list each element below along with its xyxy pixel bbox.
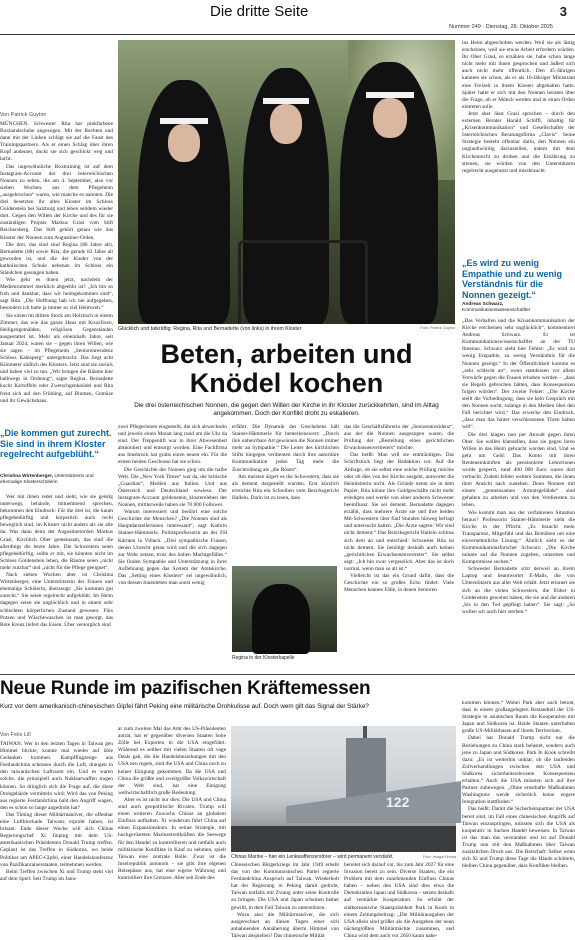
paragraph: „Das Verhalten und die Krisenkommunikation der Kirche erscheinen sehr unglücklich“, kommentiert Andreas Schwarz. Er ist Kommunikationswissenschaftler an der TU Ilmenau. Schwarz sieht hier Fehler: „Es wird zu wenig Empathie, zu wenig Verständnis für die Nonnen gezeigt.“ In der Öffentlichkeit komme es „sehr schlecht an“, wenn stattdessen vor allem Vorwürfe gegen die Frauen erhoben werden – „dass sie Regeln gebrochen hätten, dass Konsequenzen folgen würden“. Der zweite Fehler: „Die Kirche stellt die Vorbedingung, dass sie kein Gespräch mit den Nonnen sucht, solange in den Medien über den Fall berichtet wird.“ Das erwecke den Eindruck, „dass man das hinter verschlossenen Türen halten will“. bbox=[462, 318, 575, 431]
hull-number: 122 bbox=[386, 794, 410, 810]
paragraph: MÜNCHEN. Schwester Rita hat pinkfarbene Boxhandschuhe angezogen. Mit der Rechten und dann mit der Linken schlägt sie auf die Faust des Trainingspartners. Als er einen Schlag über ihren Kopf andeutet, duckt sie sich geschickt weg und lacht. bbox=[0, 121, 113, 163]
page-number: 3 bbox=[559, 4, 567, 19]
paragraph: Dabei hat Donald Trump nicht nur die Beziehungen zu China stark belastet, sondern auch jene zu Japan und Südkorea. Park In Kook schreibt dazu: „Es ist weiterhin unklar, ob die laufenden Zollverhandlungen zwischen den USA und Südkorea sicherheitsrelevante Konsequenzen erhalten.“ Auch die USA müssten sich auf ihre Partner zubewegen. „Ohne ernsthafte Maßnahmen Washingtons werde sicherlich keine engere Integration stattfinden.“ bbox=[462, 735, 575, 806]
attribution-name: Andreas Schwarz, bbox=[462, 302, 504, 307]
story1-column-1-top bbox=[0, 121, 113, 416]
paragraph: erfährt. Die Dynamik des Geschehens hält Stainer-Hämmerle für bemerkenswert: „Durch ihre unbeirrbare Art gewinnen die Nonnen immer mehr an Sympathie.“ Die Leiter des kirchlichen Stifts hingegen verdienten durch ihre autoritäre Kommunikation jeden Tag mehr die Zuschreibung als „die Bösen“. bbox=[232, 424, 339, 473]
section-divider bbox=[0, 674, 575, 675]
paragraph: bereitet sich darauf vor, bis zum Jahr 2027 für eine Invasion bereit zu sein. Diverse Staaten, die ein Problem mit dem zunehmenden Einfluss Chinas haben – neben den USA sind dies etwa die Demokratien Japan und Südkorea – setzen deshalb auf verstärkte Kooperation. So erhöht der südkoreanische Staatspräsident Park in Kooh in einem Zeitungsbeitrag: „Die Militärausgaben der USA allein sind größer als die Ausgaben der neun nächstgrößten Militärmächte zusammen, und China wird dem auch vor 2050 kaum nahe- bbox=[344, 862, 454, 939]
attribution-name: Christina Wirtenberger, bbox=[0, 474, 53, 479]
chapel-photo-caption: Regina in der Klosterkapelle bbox=[232, 655, 295, 661]
chapel-photo bbox=[232, 566, 337, 652]
story2-column-4 bbox=[344, 862, 454, 939]
story2-byline: Von Felix Lill bbox=[0, 732, 31, 738]
ship-superstructure bbox=[346, 738, 386, 798]
pullquote-schwarz: „Es wird zu wenig Empathie und zu wenig Verständnis für die Nonnen gezeigt.“ bbox=[462, 258, 563, 300]
attribution-role: Unterstützerin und ehemalige Klosterschülerin bbox=[0, 474, 94, 485]
paragraph: Das Timing dieser Militärmanöver, die offenbar eine Luftblockade Taiwans erprobt haben, ist brisant. Ende dieser Woche will sich Chinas Regierungschef Xi Jinping mit dem US-amerikanischen Präsidenten Donald Trump treffen. Geplant ist das Treffen in Südkorea, wo beide Politiker am APEC-Gipfel, einer Handelskonferenz von Pazifikanrainerstaaten, teilnehmen werden. bbox=[0, 811, 113, 868]
story2-column-5 bbox=[462, 700, 575, 872]
story2-column-3 bbox=[231, 862, 339, 939]
story1-column-2 bbox=[118, 424, 227, 672]
story1-column-5-top bbox=[462, 40, 575, 252]
photo-caption-text: Glücklich und tatkräftig: Regina, Rita und Bernadette (von links) in ihrem Kloster bbox=[118, 326, 302, 332]
paragraph: Warum interessiert und berührt eine solche Geschichte die Menschen? „Die Nonnen sind als Hauptdarstellerinnen interessant“, sagt Kathrin Stainer-Hämmerle, Politikprofessorin an der FH Kärnten in Villach. „Drei sympathische Frauen, denen Unrecht getan wird und die sich dagegen zur Wehr setzen, trotz des hohen Machtgefälles.“ Sie finden Sympathie und Unterstützung in ihrer Auflehnung gegen das System der Amtskirche. Das „Setting eines Klosters“ sei ungewöhnlich, von dessen Innenleben man sonst wenig bbox=[118, 509, 227, 587]
story1-column-4 bbox=[344, 424, 454, 672]
paragraph: Sie sitzen im dritten Stock am Holztisch in einem Zimmer, das wie das ganze Haus mit Kruzifixen, Heiligengemälden, religiösen Gegenständen ausgestattet ist. Mehr als eineinhalb Jahre, seit Januar 2024, waren sie – gegen ihren Willen, wie sie sagen – im Pflegeheim „Seniorenresidenz Schloss Kahlsperg“ untergebracht. Das liegt acht Kilometer südlich des Klosters. Jetzt sind sie zurück und haben viel zu tun. „Wir bringen die Räume hier halbwegs in Ordnung“, sagte Regina. Bernadette kocht Kartoffeln oder Zwetschgenknödel und Rita freut sich auf den Frühling, auf Blumen, Gemüse und ihr Gewächshaus. bbox=[0, 312, 113, 404]
story2-deck: Kurz vor dem amerikanisch-chinesischen Gipfel fährt Peking eine militärische Drohkulisse auf. Doch wem gilt das Signal der Stärke? bbox=[0, 703, 369, 710]
paragraph: Chinesischen Bürgerkriegs im Jahr 1949 erhebt das von der Kommunistischen Partei regierte Festlandchina Anspruch auf Taiwan. Wiederholt hat der Regierung in Peking damit gedroht, Taiwan notfalls mit Zwang unter seine Kontrolle zu bringen. Die USA und Japan scheinen bisher gewillt, in dem Fall Taiwan zu unterstützen. bbox=[231, 862, 339, 911]
paragraph: Aber es ist nicht nur dies: Die USA und China sind auch geopolitische Rivalen. Trump will einen weiteren Zuwachs Chinas an globalem Einfluss aufhalten. Xi wiederum führt China auf einen Expansionskurs. In seiner Strategie, mit hochgerüsteten Marinestreitkräften die Seewege für den Handel zu kontrollieren und notfalls auch militärische Konflikte in Kauf zu nehmen, spielt Taiwan eine zentrale Rolle. Zwar ist die Inselrepublik autonom – sie gibt ihre eigenen Reisepässe aus, hat eine eigene Währung und kontrolliert ihre Grenzen. Aber seit Ende des bbox=[118, 796, 226, 881]
paragraph: Die drei klagen nun per Anwalt gegen ihren Ober. Sie wollen klarstellen, dass sie gegen ihren Willen in das Heim gebracht worden sind. Und es geht um Geld: Das Konto mit ihren Renteneinkünften als pensionierte Lehrerinnen wurde gesperrt, rund 400 000 Euro waren dort verbucht. Zudem fehlen weitere Summen, die ihnen ihrer Ansicht nach zustehen. Denn Nonnen mit einem „gemeinsamen Armutsgelübde“ sind gehalten zu arbeiten und von den Verdiensten zu leben. bbox=[462, 431, 575, 509]
story1-column-3 bbox=[232, 424, 339, 564]
paragraph: zwei Pflegerinnen eingestellt, die sich abwechseln und jeweils einen Monat lang rund um die Uhr da sind. Der Treppenlift war in ihrer Abwesenheit abmontiert und entsorgt worden. Eine Fachfirma aus Innsbruck hat gratis einen neuen ein. Für die ersten beiden Geschosse hat sie schon. bbox=[118, 424, 227, 466]
story1-byline: Von Patrick Guyton bbox=[0, 112, 47, 118]
destroyer-caption bbox=[231, 854, 456, 860]
destroyer-photo bbox=[231, 726, 456, 852]
story2-headline: Neue Runde im pazifischen Kräftemessen bbox=[0, 678, 371, 699]
pullquote-schwarz-attribution bbox=[462, 302, 574, 314]
paragraph: ins Heim abgeschoben werden. Weil sie als lästig erscheinen, weil sie etwas Arbeit erfordern würden. Ihr Ober Grasl, so erzählen sie, habe schon lange nicht mehr mit ihnen gesprochen und äußert sich auch nicht mehr öffentlich. Den 45-Jährigen kannten sie schon, als er als 16-Jähriger Ministrant eine Freizeit in ihrem Kloster abgehalten hatte. Später hatte er sich mit den Nonnen beraten über die Frage, ob er Mönch werden und in einen Orden eintreten solle. bbox=[462, 40, 575, 110]
walker bbox=[238, 240, 368, 324]
paragraph: TAIWAN. Wer in den letzten Tagen in Taiwan gen Himmel blickte, konnte mal wieder auf üble Gedanken kommen. Kampfflugzeuge aus Festlandchina schossen durch die Luft, drangen in den taiwanischen Luftraum ein. Und es waren solche, die prinzipiell auch Nuklearwaffen tragen können. So dringlich sich die Frage auf, die diese Drohgebärde vermitteln wird: Wird das von Peking aus regierte Festlandchina bald den Angriff wagen, den es schon so lange angedroht hat? bbox=[0, 741, 113, 811]
section-title: Die dritte Seite bbox=[210, 3, 309, 20]
story2-column-2 bbox=[118, 726, 226, 881]
story1-column-5-bottom bbox=[462, 318, 575, 670]
crowd bbox=[231, 826, 456, 852]
nuns-photo bbox=[118, 40, 455, 324]
issue-date: Nummer 249 · Dienstag, 28. Oktober 2025 bbox=[449, 24, 553, 30]
paragraph: Das ungewöhnliche Boxtraining ist auf dem Instagram-Account der drei österreichischen Nonnen zu sehen, die am 4. September, also vor sieben Wochen, aus dem Pflegeheim „ausgebrochen“ waren, wie manche es nannten. Die drei besetzten ihr altes Kloster im Schloss Goldenstein bei Salzburg und leben seitdem wieder dort. Gegen den Willen der Kirche und des für sie zuständigen Propsts Markus Grasl vom Stift Reichersberg. Das Stift gehört genau wie das Kloster der Nonnen zum Augustiner-Orden. bbox=[0, 163, 113, 241]
paragraph: Das heißt: Damit die Sicherheitspartner der USA bereit sind, im Fall eines chinesischen Angriffs auf Taiwan einzuspringen, müssten sich die USA als kooperativ in Sachen Handel beweisen. In Taiwan ist das man das verstanden und ist auf Donald Trump nun mit den Maßnahmen über Taiwan zusätzlichen Druck aus. Die Botschaft: Selbst wenn sich Xi und Trump diese Tage die Hände schütteln, bleiben China gegenüber, dass Konflikte bleiben. bbox=[462, 806, 575, 870]
paragraph: Die Geschichte der Nonnen ging um die halbe Welt. Die „New York Times“ war da, der britische „Guardian“, Medien aus Italien. Und aus Österreich und Deutschland sowieso. Der Instagram-Account goldenstein_klostereleben der Nonnen, mittlerweile haben sie 70 000 Follower. bbox=[118, 466, 227, 509]
story1-headline: Beten, arbeiten und Knödel kochen bbox=[160, 339, 413, 398]
photo-caption bbox=[118, 326, 455, 332]
paragraph: Das heißt: Man will sie entmündigen. Das Schriftstück liegt der Redaktion vor. Auf die Anfrage, ob sie selbst eine solche Prüfung möchte oder ob dies von der Kirche ausgeht, antwortet die Heimleiterin nicht. Als Gründe nennt sie in dem Papier, Rita könne ihre Geldgeschäfte nicht mehr erledigen und werde von einer anderen Schwester beeinflusst. Sie sei dement. Bernadette dagegen erzählt, dass mehrere Ärzte sie und ihre beiden Mit-Schwestern über fünf Stunden hinweg befragt und untersucht hatten. „Die Ärzte sagten: Wir sind nicht dement.“ Das Bezirksgericht Hallein schloss sich dem an und entschied: Schwester Rita ist nicht dement. Sie benötigt deshalb auch keinen „gerichtlichen Erwachsenenvertreter“. Sie selbst sagt: „Ich bin zwar vergesslich. Aber das ist doch normal, wenn man so alt ist.“ bbox=[344, 452, 454, 572]
pullquote-wirtenberger: „Die kommen gut zurecht. Sie sind in ihrem Kloster regelrecht aufgeblüht.“ bbox=[0, 428, 112, 459]
paragraph: Die drei, das sind sind Regina (86 Jahre alt), Bernadette (88) sowie Rita, die gerade 82 Jahre alt geworden ist, und die der Kinder von der katholischen Schule nebenan im Schloss ein Ständchen gesungen haben. bbox=[0, 241, 113, 276]
paragraph: Jetzt aber lässt Grasl sprechen – durch den externen Berater Harald Schiffl, inhaltig für „Krisenkommunikation“ und Gesellschafter der österreichischen Beratungsfirma „Clavis“. Seine Strategie besteht offenbar darin, den Nonnen ein unglaubwürdig darzustellen, indem mit dem Kirchenrecht zu drohen und die Ernährung zu streuen, sie würden von den Unterstützern regelrecht ausgenutzt und missbraucht. bbox=[462, 110, 575, 174]
nun-silhouette bbox=[252, 584, 310, 654]
paragraph: Nach sieben Wochen aber ist Christina Wirtenberger, eine Unterstützerin der Frauen und ehemalige Schülerin, überzeugt: „Sie kommen gut zurecht.“ Sie seien regelrecht aufgeblüht. Im Heim dagegen seien sie unglücklich und in einem sehr schlechten körperlichen Zustand gewesen. Fürs Putzen und Wäschewaschen ist man gesorgt, das Rote Kreuz liefert das Essen. Über versorglich sind bbox=[0, 572, 113, 628]
paragraph: Schwester Bernadette sitzt derweil an ihrem Laptop und beantwortet E-Mails, die von Unterstützern aus aller Welt erhält. Jetzt erinnert sie sich an die vielen Schwestern, die früher in Goldenstein gewohnt haben, die sie und die anderen „bis in den Tod gepflegt haben“. Sie sagt: „So wollen wir auch hier sterben.“ bbox=[462, 566, 575, 615]
paragraph: Wie geht es ihnen jetzt, nachdem der Medienrummel merklich abgeebbt ist? „Ich bin so froh und dankbar, dass wir heimgekommen sind“, sagt Rita. „Die Hoffnung hab ich nie aufgegeben, besonders ich hatte ja immer so viel Heimweh.“ bbox=[0, 277, 113, 312]
story2-column-1 bbox=[0, 741, 113, 882]
story1-deck: Die drei österreichischen Nonnen, die gegen den Willen der Kirche in ihr Kloster zurückkehrten, sind im Alltag angekommen. Doch der Konflikt droht zu eskalieren. bbox=[134, 402, 439, 417]
destroyer-credit: Foto: Imago/Xinhua bbox=[422, 855, 456, 859]
paragraph: ar zum zweiten Mal das Amt des US-Präsidenten antrat, hat er gegenüber diversen Staaten hohe Zölle bei Exporten in die USA eingeführt. Während es seither mit vielen Staaten oft vage Deals gab, die die Handelsbeziehungen mit den USA neu regeln, sind die USA und China noch zu keiner Einigung gekommen. Da die USA und China die größte und zweitgrößte Volkswirtschaft der Welt sind, hat eine Einigung weltwirtschaftlich große Bedeutung. bbox=[118, 726, 226, 796]
paragraph: Beim Treffen zwischen Xi und Trump steht viel auf dem Spiel: Seit Trump im Janu- bbox=[0, 868, 113, 882]
paragraph: Wer mit ihnen redet und sieht, wie sie geistig unterwegs, behände, mitnehmend sprechen, bekommen den Eindruck: Für die drei ist, die kaum pflegebedürftig und körperlich auch recht beweglich sind, im Kloster nicht anders als sie alle da. Was dann denn der Augustinerorden Markus Grasl, Kirchlich Ober gemeinsam, das sind die allerdings die letzte Jahre. Die Schwestern seien pflegebedürftig, sollte er mit, sie könnten nicht im Schloss Goldenstein leben, die Räume seien „nicht mehr nutzbar“ und „nicht für die Pflege geeignet“. bbox=[0, 494, 113, 571]
masthead-rule bbox=[0, 34, 575, 35]
paragraph: Wie kommt man aus der verfahrenen Situation heraus? Professorin Stainer-Hämmerle sieht die Kirche in der Pflicht: „Es braucht mehr Transparenz, Mitgefühl und das Bemühen um eine einvernehmliche Lösung.“ Ähnlich sieht es der Kommunikationsforscher Schwarz: „Die Kirche müsste auf die Nonnen zugehen, umarmen und Kompromisse suchen.“ bbox=[462, 509, 575, 566]
paragraph: Wozu also die Militärmanöver, die sich ausgerechnet an diesen Tagen einer sich anbahnenden Annäherung überm Himmel von Taiwan abspielten? Das chinesische Militär bbox=[231, 911, 339, 939]
destroyer-caption-text: Chinas Marine – hier ein Lenkwaffenzerstörer – wird permanent verstärkt. bbox=[231, 854, 394, 860]
paragraph: kommen können.“ Wobei Park aber auch betont, dass in einem großangelegten Bestandteil der US-Strategie in asiatischen Raum die Kooperation mit Japan und Südkorea ist. Beide Staaten unterhalten große US-Militärbasen auf ihrem Territorium. bbox=[462, 700, 575, 735]
story1-column-1-bottom bbox=[0, 494, 113, 672]
attribution-role: Kommunikationswissenschaftler bbox=[462, 308, 531, 313]
masthead bbox=[0, 0, 575, 38]
nun-regina bbox=[138, 80, 230, 324]
paragraph: Am meisten ärgert es die Schwestern, dass sie als dement dargestellt wurden. Erst kürzlich erreichte Rita ein Schreiben vom Bezirksgericht Hallein. Darin ist zu lesen, dass bbox=[232, 473, 339, 501]
paragraph: das die Geschäftsführerin der „Seniorenresidenz“, aus der die Nonnen ausgezogen waren, die Prüfung der „Bestellung eines gerichtlichen Erwachsenenvertreters“ möchte. bbox=[344, 424, 454, 452]
pullquote-wirtenberger-attribution bbox=[0, 474, 112, 486]
paragraph: Vielleicht ist das ein Grund dafür, dass die Geschichte ein so großes Echo findet: Viele Menschen kennen Fälle, in denen Senioren bbox=[344, 572, 454, 594]
photo-credit: Foto: Patrick Guyton bbox=[420, 326, 455, 330]
